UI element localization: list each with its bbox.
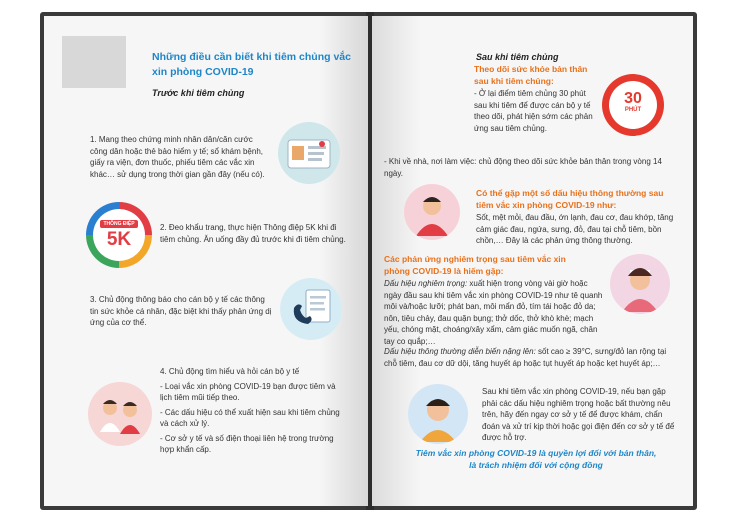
- step-1-text: 1. Mang theo chứng minh nhân dân/căn cước công dân hoặc thẻ bảo hiểm y tế; sổ khám bệnh, giấy ra viện, đơn thuốc, phiếu tiêm các vắc xin khác… sử dụng trong thời gian gần đây (nếu có).: [90, 135, 265, 179]
- id-card-icon: [278, 122, 340, 184]
- step-4-bullet: - Các dấu hiệu có thể xuất hiện sau khi tiêm chủng và cách xử lý.: [160, 407, 340, 428]
- booklet: [40, 12, 697, 510]
- severe-label: Dấu hiệu nghiêm trọng:: [384, 279, 468, 288]
- page-title: Những điều cần biết khi tiêm chủng vắc xin phòng COVID-19: [152, 51, 351, 78]
- slogan: [396, 448, 676, 471]
- step-4-bullet: - Loại vắc xin phòng COVID-19 bạn được tiêm và lịch tiêm mũi tiếp theo.: [160, 381, 336, 402]
- worsening-text: [384, 346, 676, 369]
- step-4-block: [160, 366, 346, 459]
- after-vaccination-heading: Sau khi tiêm chủng: [476, 52, 559, 62]
- seek-care-text: Sau khi tiêm vắc xin phòng COVID-19, nếu bạn gặp phải các dấu hiệu nghiêm trọng hoặc bất thường nêu trên, hãy đến ngay cơ sở y tế để được khám, chẩn đoán và xử trí kịp thời hoặc gọi điện đến cơ sở y tế để được hỗ trợ.: [482, 387, 675, 442]
- step-2-text: 2. Đeo khẩu trang, thực hiện Thông điệp 5K khi đi tiêm chủng. Ăn uống đầy đủ trước khi đi tiêm chủng.: [160, 223, 346, 244]
- severe-body: xuất hiện trong vòng vài giờ hoặc ngày đầu sau khi tiêm vắc xin phòng COVID-19 như tê quanh môi và/hoặc lưỡi; phát ban, môi mẩn đỏ, tím tái hoặc đỏ da; nôn, tiêu chảy, đau quặn bụng; thở dốc, thở khò khè; mạch yếu, chóng mặt, choáng/xây xẩm, cảm giác muốn ngã, chân tay co quắp;…: [384, 279, 603, 346]
- step-4-bullet: - Cơ sở y tế và số điện thoại liên hệ trong trường hợp khẩn cấp.: [160, 433, 334, 454]
- right-page: [372, 16, 693, 506]
- phone-icon: [280, 278, 342, 340]
- monitor-heading: Theo dõi sức khỏe bản thân sau khi tiêm chủng:: [474, 64, 588, 86]
- home-monitor-text: - Khi về nhà, nơi làm việc: chủ động theo dõi sức khỏe bản thân trong vòng 14 ngày.: [384, 157, 662, 178]
- badge-caption: THÔNG ĐIỆP: [100, 220, 137, 228]
- worried-person-icon: [408, 384, 468, 444]
- timer-number: 30: [624, 90, 642, 107]
- 5k-message-badge: [86, 202, 152, 268]
- common-signs-text: Sốt, mệt mỏi, đau đầu, ớn lạnh, đau cơ, đau khớp, tăng cảm giác đau, ngứa, sưng, đỏ, đau tại chỗ tiêm, bồn chồn,… Đây là các phản ứng thông thường.: [476, 213, 674, 245]
- timer-icon: [602, 74, 664, 136]
- left-page: [44, 16, 368, 506]
- slogan-line-1: Tiêm vắc xin phòng COVID-19 là quyền lợi đối với bản thân,: [415, 448, 657, 458]
- step-4-title: 4. Chủ động tìm hiểu và hỏi cán bộ y tế: [160, 367, 300, 376]
- monitor-text: - Ở lại điểm tiêm chủng 30 phút sau khi tiêm để được cán bộ y tế theo dõi, phát hiện sớm các phản ứng sau tiêm chủng.: [474, 89, 593, 133]
- patient-fever-icon: [404, 184, 460, 240]
- step-3-text: 3. Chủ động thông báo cho cán bộ y tế các thông tin sức khỏe cá nhân, đặc biệt khi thấy phản ứng dị ứng của cơ thể.: [90, 295, 272, 327]
- severe-heading: Các phản ứng nghiêm trọng sau tiêm vắc xin phòng COVID-19 là hiếm gặp:: [384, 254, 566, 276]
- sick-person-icon: [610, 254, 670, 314]
- timer-unit: PHÚT: [624, 107, 642, 113]
- blurred-logo: [62, 36, 126, 88]
- badge-5k-text: 5K: [106, 229, 132, 250]
- common-signs-heading: Có thể gặp một số dấu hiệu thông thường sau tiêm vắc xin phòng COVID-19 như:: [476, 188, 664, 210]
- severe-text: [384, 278, 606, 347]
- before-vaccination-heading: Trước khi tiêm chủng: [152, 88, 245, 98]
- doctor-consultation-icon: [88, 382, 152, 446]
- slogan-line-2: là trách nhiệm đối với cộng đồng: [469, 459, 603, 470]
- worsening-body: sốt cao ≥ 39°C, sưng/đỏ lan rộng tại chỗ tiêm, đau cơ dữ dội, tăng huyết áp hoặc tụt huyết áp hoặc kẹt huyết áp;…: [384, 347, 667, 368]
- worsening-label: Dấu hiệu thông thường diễn biến nặng lên:: [384, 347, 536, 356]
